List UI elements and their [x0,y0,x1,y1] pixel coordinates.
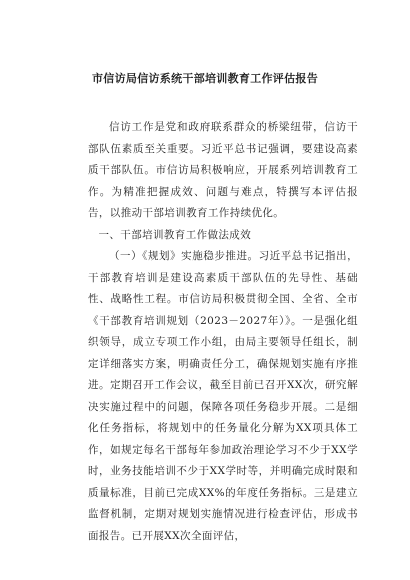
section-paragraph: （一）《规划》实施稳步推进。习近平总书记指出，干部教育培训是建设高素质干部队伍的先导性、基础性、战略性工程。市信访局积极贯彻全国、全省、全市《干部教育培训规划（2023－2027年）》。一是强化组织领导，成立专项工作小组，由局主要领导任组长，制定详细落实方案，明确责任分工，确保规划实施有序推进。定期召开工作会议，截至目前已召开XX次，研究解决实施过程中的问题，保障各项任务稳步开展。二是细化任务指标，将规划中的任务量化分解为XX项具体工作，如规定每名干部每年参加政治理论学习不少于XX学时，业务技能培训不少于XX学时等，并明确完成时限和质量标准，目前已完成XX%的年度任务指标。三是建立监督机制，定期对规划实施情况进行检查评估，形成书面报告。已开展XX次全面评估， [88,250,358,542]
document-body [88,117,358,547]
section-heading: 一、干部培训教育工作做法成效 [98,228,252,241]
intro-paragraph: 信访工作是党和政府联系群众的桥梁纽带，信访干部队伍素质至关重要。习近平总书记强调，要建设高素质干部队伍。市信访局积极响应，开展系列培训教育工作。为精准把握成效、问题与难点，特撰写本评估报告，以推动干部培训教育工作持续优化。 [88,121,358,219]
document-title: 市信访局信访系统干部培训教育工作评估报告 [92,72,318,85]
